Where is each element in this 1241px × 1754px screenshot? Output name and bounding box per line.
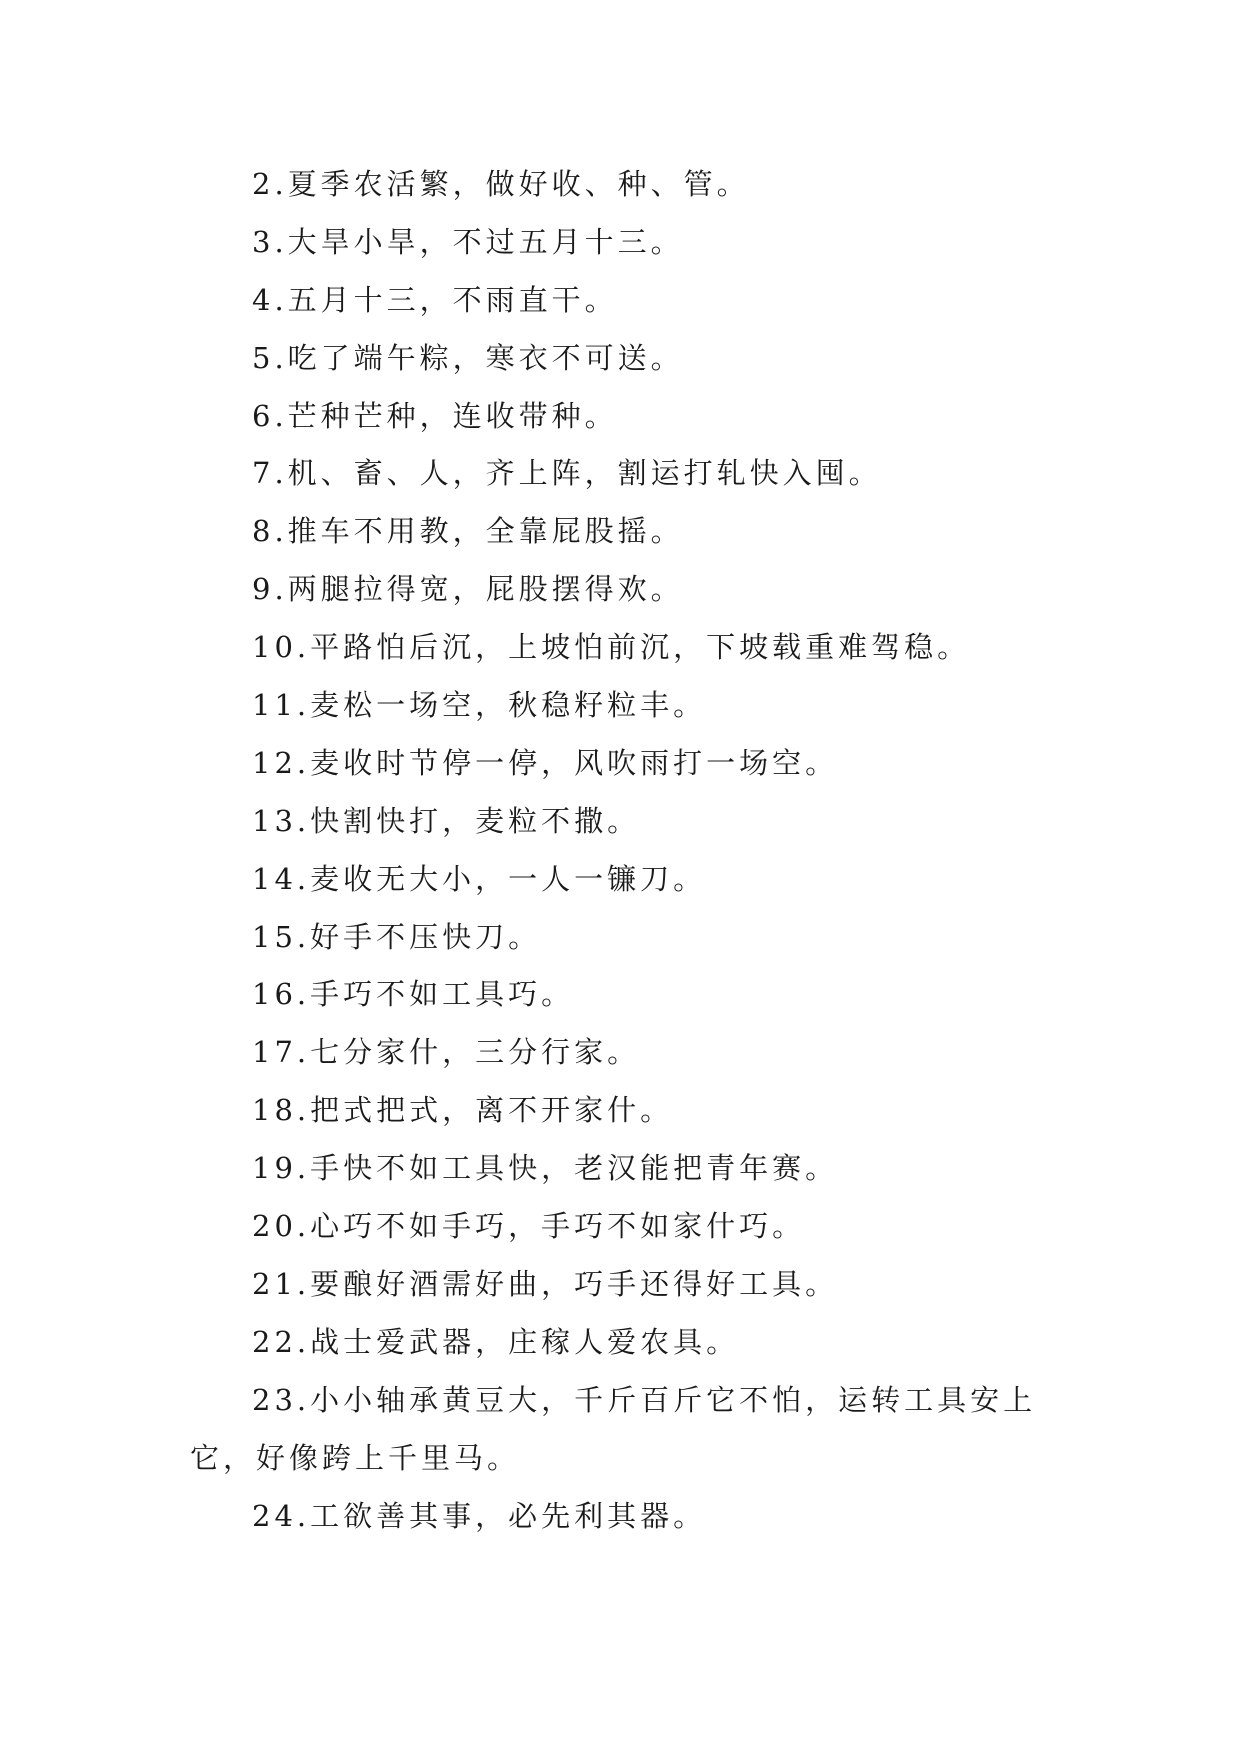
proverb-line: 17.七分家什，三分行家。 bbox=[252, 1035, 641, 1070]
proverb-line: 2.夏季农活繁，做好收、种、管。 bbox=[252, 167, 750, 201]
proverb-line: 11.麦松一场空，秋稳籽粒丰。 bbox=[252, 688, 707, 723]
proverb-line: 14.麦收无大小，一人一镰刀。 bbox=[252, 861, 707, 896]
proverb-line: 12.麦收时节停一停，风吹雨打一场空。 bbox=[252, 745, 839, 780]
proverb-line: 20.心巧不如手巧，手巧不如家什巧。 bbox=[252, 1209, 806, 1244]
proverb-line: 4.五月十三，不雨直干。 bbox=[252, 282, 618, 317]
proverb-line: 15.好手不压快刀。 bbox=[252, 919, 542, 954]
proverb-line: 6.芒种芒种，连收带种。 bbox=[252, 398, 618, 433]
proverb-line: 21.要酿好酒需好曲，巧手还得好工具。 bbox=[252, 1266, 839, 1301]
proverb-paragraph: 23.小小轴承黄豆大，千斤百斤它不怕，运转工具安上它，好像跨上千里马。 bbox=[190, 1382, 1037, 1475]
proverb-line: 19.手快不如工具快，老汉能把青年赛。 bbox=[252, 1151, 839, 1186]
proverb-line: 5.吃了端午粽，寒衣不可送。 bbox=[252, 340, 684, 375]
proverb-line: 13.快割快打，麦粒不撒。 bbox=[252, 803, 641, 838]
proverb-line: 7.机、畜、人，齐上阵，割运打轧快入囤。 bbox=[252, 456, 882, 491]
proverb-line: 16.手巧不如工具巧。 bbox=[252, 977, 575, 1012]
proverb-line: 9.两腿拉得宽，屁股摆得欢。 bbox=[252, 572, 684, 607]
proverb-list bbox=[190, 156, 1050, 1545]
proverb-line: 18.把式把式，离不开家什。 bbox=[252, 1093, 674, 1128]
proverb-line: 3.大旱小旱，不过五月十三。 bbox=[252, 224, 684, 259]
proverb-line: 24.工欲善其事，必先利其器。 bbox=[252, 1498, 707, 1533]
proverb-line: 10.平路怕后沉，上坡怕前沉，下坡载重难驾稳。 bbox=[252, 630, 971, 665]
proverb-line: 22.战士爱武器，庄稼人爱农具。 bbox=[252, 1324, 740, 1359]
proverb-line: 8.推车不用教，全靠屁股摇。 bbox=[252, 514, 684, 549]
